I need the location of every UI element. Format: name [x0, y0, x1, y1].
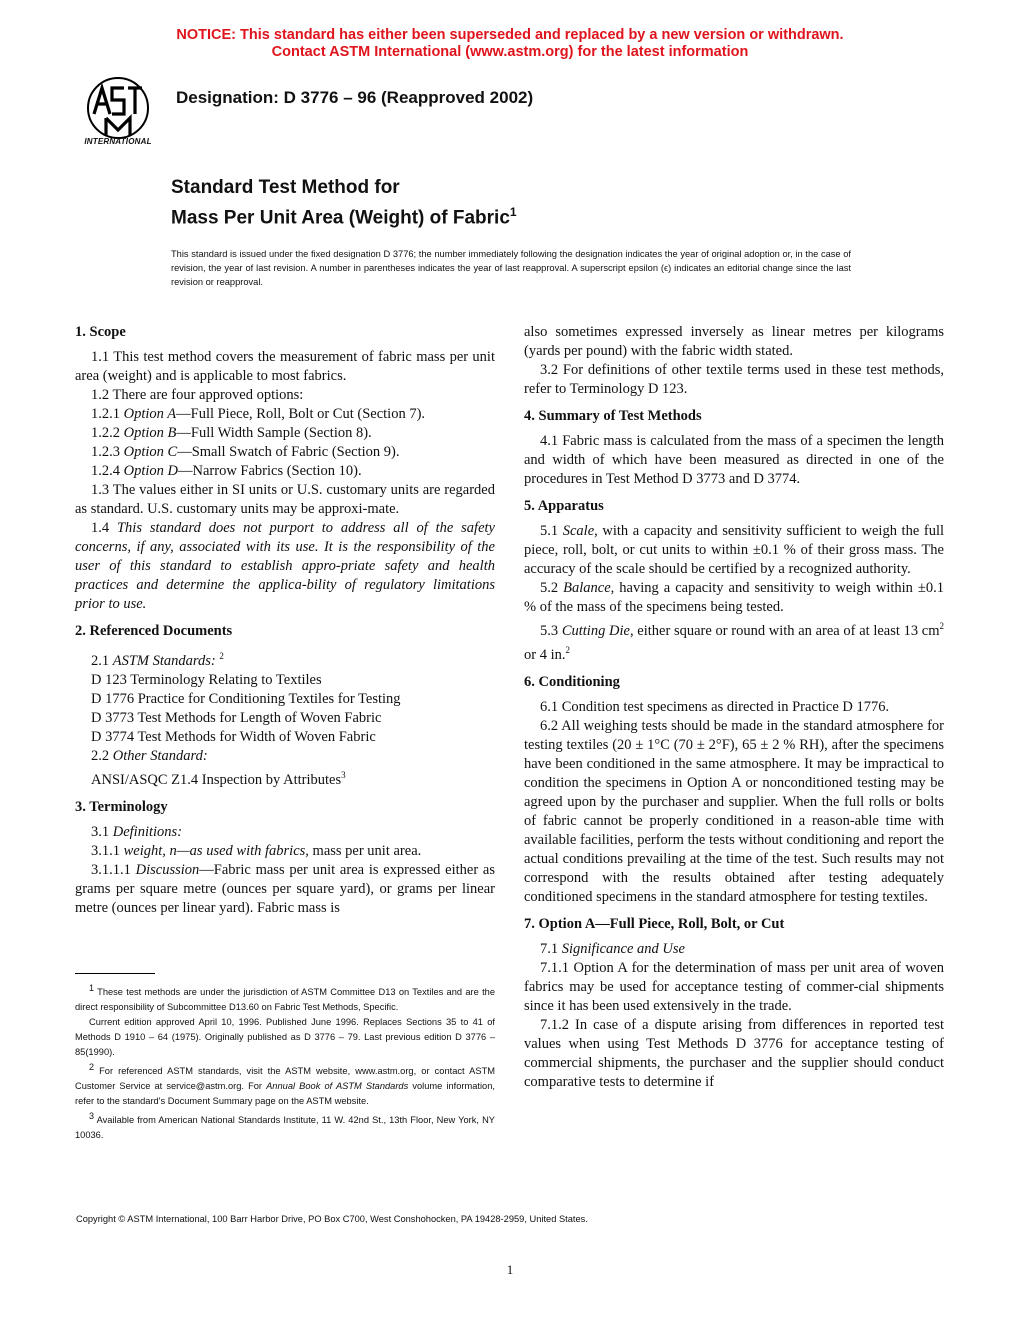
para-1-2: 1.2 There are four approved options:: [91, 387, 304, 403]
document-title: [171, 175, 517, 230]
footnote-2: [75, 1060, 495, 1109]
discussion-text: —Fabric mass per unit area is expressed either as grams per square metre (ounces per square yard), or grams per linear metre (ounces per linear yard). Fabric mass is: [75, 861, 496, 916]
option-name: Option C: [123, 444, 178, 460]
footnote-rule: [75, 973, 155, 974]
footnote-italic: Annual Book of ASTM Standards: [266, 1081, 409, 1092]
option-text: —Full Width Sample (Section 8).: [176, 425, 372, 441]
para-3-2: 3.2 For definitions of other textile terms used in these test methods, refer to Terminology D 123.: [524, 362, 944, 397]
para-3-1: [75, 823, 495, 842]
term: Cutting Die: [561, 622, 630, 639]
num: 5.2: [540, 580, 559, 596]
text: , either square or round with an area of at least 13 cm: [629, 622, 940, 639]
option-text: —Small Swatch of Fabric (Section 9).: [177, 444, 400, 460]
para-1-2-2: [75, 424, 495, 443]
right-column: [524, 323, 944, 1092]
option-name: Option A: [123, 406, 177, 422]
text: , with a capacity and sensitivity sufficient to weigh the full piece, roll, bolt, or cut units to within ±0.1 % of their gross mass. The accuracy of the scale should be certified by a recognized authority.: [524, 523, 945, 577]
footnote-text: For referenced ASTM standards, visit the ASTM website, www.astm.org, or contact ASTM Customer Service at service@astm.org. For: [75, 1066, 495, 1092]
footnote-mark: 1: [89, 983, 95, 993]
heading-summary: 4. Summary of Test Methods: [524, 408, 702, 424]
para-1-1: 1.1 This test method covers the measurement of fabric mass per unit area (weight) and is applicable to most fabrics.: [75, 349, 495, 384]
option-text: —Narrow Fabrics (Section 10).: [178, 463, 362, 479]
para-7-1-2: 7.1.2 In case of a dispute arising from differences in reported test values when using Test Methods D 3776 for acceptance testing of commercial shipments, the purchaser and the supplier should conduct comparative tests to determine if: [524, 1016, 944, 1090]
copyright-line: Copyright © ASTM International, 100 Barr Harbor Drive, PO Box C700, West Conshohocken, PA 19428-2959, United States.: [76, 1214, 588, 1224]
terminology-continued: also sometimes expressed inversely as linear metres per kilograms (yards per pound) with the fabric width stated.: [524, 324, 944, 359]
label: Significance and Use: [561, 940, 685, 957]
para-2-1: [75, 647, 495, 671]
title-line-1: Standard Test Method for: [171, 177, 400, 198]
withdrawal-notice: [0, 27, 1020, 61]
ref-d123: D 123 Terminology Relating to Textiles: [91, 671, 322, 688]
ref-d3773: D 3773 Test Methods for Length of Woven Fabric: [91, 709, 382, 726]
num: 2.1: [91, 652, 110, 669]
num: 1.2.3: [91, 444, 120, 460]
para-5-1: [524, 522, 944, 579]
para-3-1-1-1: [75, 861, 495, 918]
para-7-1-1: 7.1.1 Option A for the determination of mass per unit area of woven fabrics may be used for acceptance testing of commer-cial shipments since it has been used extensively in the trade.: [524, 959, 944, 1014]
designation: Designation: D 3776 – 96 (Reapproved 2002): [176, 88, 534, 107]
footnote-mark: 2: [89, 1062, 95, 1073]
heading-referenced-documents: 2. Referenced Documents: [75, 623, 233, 639]
footnote-text-end: volume information, refer to the standard's Document Summary page on the ASTM website.: [75, 1081, 495, 1107]
notice-line-2: Contact ASTM International (www.astm.org) for the latest information: [271, 44, 749, 60]
option-name: Option B: [123, 425, 177, 441]
para-1-2-3: [75, 443, 495, 462]
heading-terminology: 3. Terminology: [75, 798, 168, 815]
page-number: 1: [506, 1262, 514, 1277]
footnotes: [75, 981, 495, 1143]
label: ASTM Standards:: [112, 652, 216, 669]
num: 3.1.1: [91, 842, 120, 859]
title-footnote-ref: 1: [509, 205, 517, 219]
title-line-2: [171, 200, 517, 230]
num: 5.3: [540, 622, 559, 639]
superscript: 2: [565, 644, 570, 655]
para-4-1: 4.1 Fabric mass is calculated from the mass of a specimen the length and width of which have been measured as directed in one of the procedures in Test Method D 3773 and D 3774.: [524, 433, 944, 487]
term: Balance: [563, 580, 611, 596]
heading-apparatus: 5. Apparatus: [524, 498, 604, 514]
heading-scope: 1. Scope: [75, 324, 126, 340]
num: 1.2.2: [91, 425, 120, 441]
ref-d1776: D 1776 Practice for Conditioning Textiles for Testing: [91, 690, 401, 707]
footnote-ref: 3: [341, 769, 346, 780]
para-1-4: [75, 519, 495, 614]
term: weight, n—as used with fabrics: [123, 842, 306, 859]
num: 1.2.1: [91, 406, 120, 422]
text: , having a capacity and sensitivity to weigh within ±0.1 % of the mass of the specimens being tested.: [524, 580, 944, 615]
footnote-text: These test methods are under the jurisdiction of ASTM Committee D13 on Textiles and are the direct responsibility of Subcommittee D13.60 on Fabric Test Methods, Specific.: [75, 987, 495, 1013]
intro-paragraph: This standard is issued under the fixed designation D 3776; the number immediately following the designation indicates the year of original adoption or, in the case of revision, the year of last revision. A number in parentheses indicates the year of last reapproval. A superscript epsilon (ϵ) indicates an editorial change since the last revision or reapproval.: [171, 249, 851, 287]
num: 5.1: [540, 523, 559, 539]
ref-ansi: [75, 766, 495, 790]
footnote-mark: 3: [89, 1111, 95, 1122]
num: 1.4: [91, 520, 110, 536]
notice-line-1: NOTICE: This standard has either been superseded and replaced by a new version or withdrawn.: [176, 27, 844, 43]
para-2-2: [75, 747, 495, 766]
term: Scale: [562, 523, 595, 539]
definition: , mass per unit area.: [305, 842, 422, 859]
footnote-1: [75, 981, 495, 1015]
heading-conditioning: 6. Conditioning: [524, 673, 620, 690]
num: 2.2: [91, 747, 110, 764]
option-name: Option D: [123, 463, 178, 479]
footnote-3: [75, 1109, 495, 1143]
para-1-3: 1.3 The values either in SI units or U.S. customary units are regarded as standard. U.S. customary units may be approxi-mate.: [75, 482, 495, 517]
num: 3.1: [91, 823, 110, 840]
ref-d3774: D 3774 Test Methods for Width of Woven Fabric: [91, 728, 376, 745]
footnote-ref: 2: [219, 651, 224, 661]
heading-option-a: 7. Option A—Full Piece, Roll, Bolt, or Cut: [524, 915, 785, 932]
ansi-text: ANSI/ASQC Z1.4 Inspection by Attributes: [91, 771, 342, 788]
superscript: 2: [939, 621, 945, 631]
para-3-1-1: [75, 842, 495, 861]
text-mid: or 4 in.: [524, 646, 566, 663]
para-1-2-4: [75, 462, 495, 481]
num: 1.2.4: [91, 463, 120, 479]
label: Other Standard:: [112, 747, 208, 764]
para-7-1: [524, 940, 944, 959]
logo-international-text: INTERNATIONAL: [84, 137, 152, 146]
title-line-2-text: Mass Per Unit Area (Weight) of Fabric: [171, 207, 510, 229]
label: Definitions:: [112, 823, 183, 840]
footnote-text: Available from American National Standards Institute, 11 W. 42nd St., 13th Floor, New York, NY 10036.: [75, 1115, 495, 1141]
safety-text: This standard does not purport to address all of the safety concerns, if any, associated with its use. It is the responsibility of the user of this standard to establish appro-priate safety and health practices and determine the applica-bility of regulatory limitations prior to use.: [75, 520, 495, 612]
num: 3.1.1.1: [91, 861, 131, 878]
footnote-1b: Current edition approved April 10, 1996. Published June 1996. Replaces Sections 35 to 41 of Methods D 1910 – 64 (1975). Originally published as D 3776 – 79. Last previous edition D 3776 – 85(1990).: [75, 1017, 495, 1058]
num: 7.1: [540, 940, 559, 957]
term: Discussion: [135, 861, 200, 878]
left-column: [75, 323, 495, 918]
para-1-2-1: [75, 405, 495, 424]
para-5-3: [524, 617, 944, 665]
para-5-2: [524, 579, 944, 617]
option-text: —Full Piece, Roll, Bolt or Cut (Section 7).: [176, 406, 426, 422]
para-6-2: 6.2 All weighing tests should be made in the standard atmosphere for testing textiles (20 ± 1°C (70 ± 2°F), 65 ± 2 % RH), after the specimens have been conditioned in the same atmosphere. It may be impractical to condition the specimens in Option A or nonconditioned testing may be agreed upon by the purchaser and supplier. When the full rolls or bolts of fabric cannot be properly conditioned in a reason-able time with available facilities, perform the tests without conditioning and report the actual conditions prevailing at the time of the test. Such results may not correspond with the results obtained after testing adequately conditioned specimens in the standard atmosphere for testing textiles.: [524, 717, 944, 905]
para-6-1: 6.1 Condition test specimens as directed in Practice D 1776.: [540, 698, 890, 715]
